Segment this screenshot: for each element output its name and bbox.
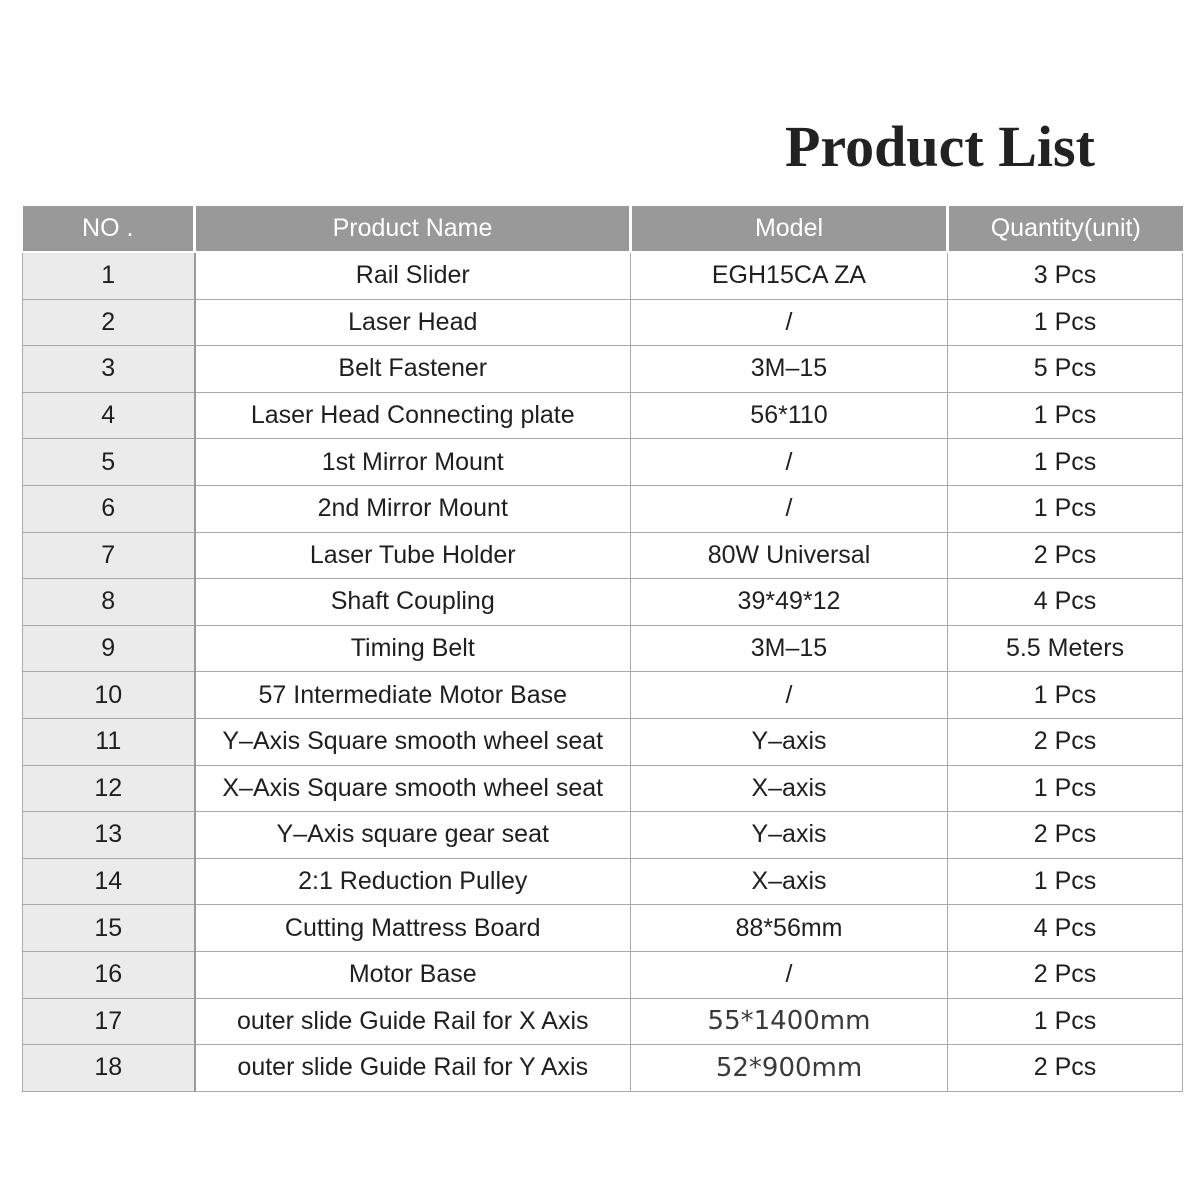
- column-header-model: Model: [631, 206, 948, 252]
- table-row: [23, 252, 1183, 299]
- cell-no: 2: [23, 299, 195, 346]
- table-row: [23, 951, 1183, 998]
- cell-quantity: 1 Pcs: [948, 299, 1183, 346]
- table-row: [23, 346, 1183, 393]
- cell-no: 15: [23, 905, 195, 952]
- cell-quantity: 1 Pcs: [948, 392, 1183, 439]
- cell-no: 5: [23, 439, 195, 486]
- table-row: [23, 625, 1183, 672]
- table-row: [23, 905, 1183, 952]
- cell-product-name: 2nd Mirror Mount: [195, 485, 631, 532]
- cell-quantity: 3 Pcs: [948, 252, 1183, 299]
- cell-no: 12: [23, 765, 195, 812]
- cell-model: 3M–15: [631, 346, 948, 393]
- table-row: [23, 299, 1183, 346]
- cell-quantity: 1 Pcs: [948, 672, 1183, 719]
- cell-product-name: 1st Mirror Mount: [195, 439, 631, 486]
- cell-quantity: 1 Pcs: [948, 858, 1183, 905]
- cell-product-name: Shaft Coupling: [195, 579, 631, 626]
- table-body: [23, 252, 1183, 1091]
- cell-quantity: 2 Pcs: [948, 812, 1183, 859]
- cell-model: 56*110: [631, 392, 948, 439]
- cell-model: X–axis: [631, 765, 948, 812]
- cell-quantity: 1 Pcs: [948, 998, 1183, 1045]
- cell-product-name: Rail Slider: [195, 252, 631, 299]
- cell-no: 17: [23, 998, 195, 1045]
- cell-product-name: Belt Fastener: [195, 346, 631, 393]
- cell-no: 9: [23, 625, 195, 672]
- cell-product-name: Laser Head Connecting plate: [195, 392, 631, 439]
- cell-model: X–axis: [631, 858, 948, 905]
- cell-quantity: 4 Pcs: [948, 905, 1183, 952]
- cell-product-name: Y–Axis square gear seat: [195, 812, 631, 859]
- cell-no: 11: [23, 718, 195, 765]
- table-row: [23, 858, 1183, 905]
- cell-quantity: 2 Pcs: [948, 951, 1183, 998]
- cell-product-name: Laser Tube Holder: [195, 532, 631, 579]
- column-header-no: NO .: [23, 206, 195, 252]
- cell-model: /: [631, 439, 948, 486]
- cell-model: 52*900mm: [631, 1045, 948, 1092]
- table-header: [23, 206, 1183, 252]
- cell-model: /: [631, 951, 948, 998]
- table-row: [23, 1045, 1183, 1092]
- cell-model: 80W Universal: [631, 532, 948, 579]
- table-row: [23, 718, 1183, 765]
- cell-product-name: Laser Head: [195, 299, 631, 346]
- table-row: [23, 998, 1183, 1045]
- cell-no: 8: [23, 579, 195, 626]
- cell-no: 18: [23, 1045, 195, 1092]
- cell-product-name: Cutting Mattress Board: [195, 905, 631, 952]
- cell-no: 7: [23, 532, 195, 579]
- cell-no: 14: [23, 858, 195, 905]
- cell-model: 39*49*12: [631, 579, 948, 626]
- cell-quantity: 5 Pcs: [948, 346, 1183, 393]
- cell-no: 16: [23, 951, 195, 998]
- product-table: [22, 206, 1183, 1092]
- column-header-quantity: Quantity(unit): [948, 206, 1183, 252]
- table-row: [23, 579, 1183, 626]
- column-header-product-name: Product Name: [195, 206, 631, 252]
- cell-model: 88*56mm: [631, 905, 948, 952]
- cell-product-name: X–Axis Square smooth wheel seat: [195, 765, 631, 812]
- cell-product-name: outer slide Guide Rail for Y Axis: [195, 1045, 631, 1092]
- cell-no: 1: [23, 252, 195, 299]
- cell-product-name: outer slide Guide Rail for X Axis: [195, 998, 631, 1045]
- cell-model: EGH15CA ZA: [631, 252, 948, 299]
- cell-product-name: Y–Axis Square smooth wheel seat: [195, 718, 631, 765]
- table-row: [23, 672, 1183, 719]
- table-row: [23, 532, 1183, 579]
- cell-quantity: 4 Pcs: [948, 579, 1183, 626]
- cell-quantity: 2 Pcs: [948, 1045, 1183, 1092]
- cell-product-name: Timing Belt: [195, 625, 631, 672]
- table-row: [23, 765, 1183, 812]
- cell-no: 13: [23, 812, 195, 859]
- cell-model: Y–axis: [631, 812, 948, 859]
- cell-product-name: 2:1 Reduction Pulley: [195, 858, 631, 905]
- cell-quantity: 1 Pcs: [948, 485, 1183, 532]
- cell-model: /: [631, 672, 948, 719]
- page-title: Product List: [785, 114, 1095, 179]
- cell-model: 3M–15: [631, 625, 948, 672]
- cell-quantity: 1 Pcs: [948, 439, 1183, 486]
- cell-no: 3: [23, 346, 195, 393]
- cell-quantity: 1 Pcs: [948, 765, 1183, 812]
- cell-no: 6: [23, 485, 195, 532]
- table-row: [23, 812, 1183, 859]
- table-row: [23, 485, 1183, 532]
- cell-quantity: 2 Pcs: [948, 532, 1183, 579]
- header-row: [23, 206, 1183, 252]
- cell-model: /: [631, 485, 948, 532]
- cell-model: Y–axis: [631, 718, 948, 765]
- table-row: [23, 439, 1183, 486]
- cell-quantity: 2 Pcs: [948, 718, 1183, 765]
- cell-no: 10: [23, 672, 195, 719]
- table-row: [23, 392, 1183, 439]
- cell-quantity: 5.5 Meters: [948, 625, 1183, 672]
- cell-product-name: Motor Base: [195, 951, 631, 998]
- cell-no: 4: [23, 392, 195, 439]
- cell-model: /: [631, 299, 948, 346]
- cell-model: 55*1400mm: [631, 998, 948, 1045]
- cell-product-name: 57 Intermediate Motor Base: [195, 672, 631, 719]
